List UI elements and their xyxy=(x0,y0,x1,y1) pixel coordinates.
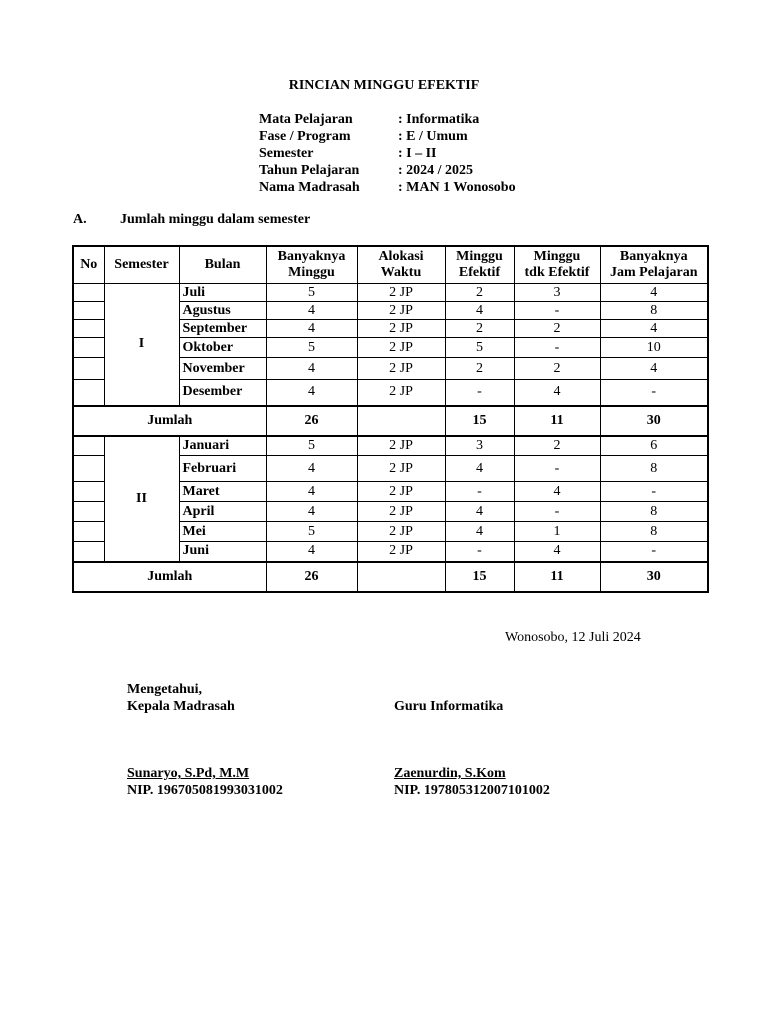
cell-month: Maret xyxy=(179,482,266,502)
cell-hours: 4 xyxy=(600,320,708,338)
signature-right xyxy=(394,698,550,799)
cell-allocation: 2 JP xyxy=(357,482,445,502)
info-row-semester xyxy=(259,145,516,162)
cell-effective: 2 xyxy=(445,284,514,302)
cell-semester: II xyxy=(104,436,179,562)
cell-effective: 5 xyxy=(445,338,514,358)
cell-no xyxy=(73,302,104,320)
total-hours: 30 xyxy=(600,406,708,436)
section-heading xyxy=(73,212,310,228)
cell-no xyxy=(73,542,104,562)
cell-no xyxy=(73,482,104,502)
cell-week-count: 4 xyxy=(266,320,357,338)
cell-allocation: 2 JP xyxy=(357,358,445,380)
cell-week-count: 4 xyxy=(266,542,357,562)
cell-effective: - xyxy=(445,542,514,562)
total-allocation xyxy=(357,406,445,436)
section-label: Jumlah minggu dalam semester xyxy=(120,212,311,227)
cell-hours: 8 xyxy=(600,302,708,320)
place-date: Wonosobo, 12 Juli 2024 xyxy=(505,630,641,645)
cell-month: Juli xyxy=(179,284,266,302)
header-month: Bulan xyxy=(179,246,266,284)
cell-month: September xyxy=(179,320,266,338)
cell-week-count: 4 xyxy=(266,358,357,380)
cell-not-effective: 2 xyxy=(514,436,600,456)
cell-not-effective: 3 xyxy=(514,284,600,302)
total-hours: 30 xyxy=(600,562,708,592)
header-week-count: Banyaknya Minggu xyxy=(266,246,357,284)
cell-no xyxy=(73,522,104,542)
cell-month: Oktober xyxy=(179,338,266,358)
cell-effective: 3 xyxy=(445,436,514,456)
cell-allocation: 2 JP xyxy=(357,338,445,358)
cell-week-count: 4 xyxy=(266,482,357,502)
cell-month: April xyxy=(179,502,266,522)
cell-hours: - xyxy=(600,482,708,502)
cell-hours: - xyxy=(600,542,708,562)
total-week-count: 26 xyxy=(266,562,357,592)
cell-month: November xyxy=(179,358,266,380)
info-label: Tahun Pelajaran xyxy=(259,163,360,178)
cell-not-effective: - xyxy=(514,338,600,358)
signer-nip: NIP. 196705081993031002 xyxy=(127,783,283,798)
cell-allocation: 2 JP xyxy=(357,284,445,302)
info-value: : E / Umum xyxy=(398,129,468,144)
cell-not-effective: - xyxy=(514,456,600,482)
cell-no xyxy=(73,380,104,406)
cell-hours: 4 xyxy=(600,358,708,380)
info-row-phase xyxy=(259,128,516,145)
total-not-effective: 11 xyxy=(514,406,600,436)
info-label: Mata Pelajaran xyxy=(259,112,353,127)
section-number: A. xyxy=(73,212,87,227)
cell-allocation: 2 JP xyxy=(357,302,445,320)
cell-month: Agustus xyxy=(179,302,266,320)
cell-not-effective: - xyxy=(514,302,600,320)
cell-not-effective: 4 xyxy=(514,482,600,502)
cell-not-effective: 2 xyxy=(514,358,600,380)
header-allocation: Alokasi Waktu xyxy=(357,246,445,284)
table-header-row xyxy=(73,246,708,284)
total-effective: 15 xyxy=(445,406,514,436)
total-label: Jumlah xyxy=(73,562,266,592)
cell-not-effective: 1 xyxy=(514,522,600,542)
info-value: : I – II xyxy=(398,146,437,161)
info-label: Fase / Program xyxy=(259,129,351,144)
header-not-effective: Minggu tdk Efektif xyxy=(514,246,600,284)
cell-hours: 8 xyxy=(600,522,708,542)
cell-allocation: 2 JP xyxy=(357,436,445,456)
cell-effective: 4 xyxy=(445,522,514,542)
table-row xyxy=(73,436,708,456)
info-row-school xyxy=(259,179,516,196)
cell-hours: - xyxy=(600,380,708,406)
cell-effective: - xyxy=(445,380,514,406)
signature-left xyxy=(127,681,283,799)
total-row xyxy=(73,406,708,436)
cell-hours: 6 xyxy=(600,436,708,456)
signer-nip: NIP. 197805312007101002 xyxy=(394,783,550,798)
cell-week-count: 5 xyxy=(266,284,357,302)
cell-month: Mei xyxy=(179,522,266,542)
cell-month: Juni xyxy=(179,542,266,562)
info-label: Semester xyxy=(259,146,314,161)
cell-effective: 2 xyxy=(445,358,514,380)
header-no: No xyxy=(73,246,104,284)
cell-week-count: 5 xyxy=(266,436,357,456)
cell-hours: 10 xyxy=(600,338,708,358)
cell-no xyxy=(73,358,104,380)
header-effective: Minggu Efektif xyxy=(445,246,514,284)
total-effective: 15 xyxy=(445,562,514,592)
cell-week-count: 5 xyxy=(266,522,357,542)
cell-week-count: 4 xyxy=(266,302,357,320)
cell-no xyxy=(73,284,104,302)
header-hours: Banyaknya Jam Pelajaran xyxy=(600,246,708,284)
cell-month: Februari xyxy=(179,456,266,482)
header-semester: Semester xyxy=(104,246,179,284)
cell-effective: - xyxy=(445,482,514,502)
cell-not-effective: - xyxy=(514,502,600,522)
table-row xyxy=(73,284,708,302)
position-label: Guru Informatika xyxy=(394,699,504,714)
total-allocation xyxy=(357,562,445,592)
cell-not-effective: 2 xyxy=(514,320,600,338)
cell-allocation: 2 JP xyxy=(357,502,445,522)
cell-no xyxy=(73,502,104,522)
cell-month: Januari xyxy=(179,436,266,456)
cell-week-count: 4 xyxy=(266,380,357,406)
cell-not-effective: 4 xyxy=(514,542,600,562)
cell-no xyxy=(73,436,104,456)
cell-not-effective: 4 xyxy=(514,380,600,406)
cell-hours: 8 xyxy=(600,456,708,482)
position-label: Kepala Madrasah xyxy=(127,699,235,714)
info-row-subject xyxy=(259,111,516,128)
info-value: : MAN 1 Wonosobo xyxy=(398,180,516,195)
cell-allocation: 2 JP xyxy=(357,456,445,482)
cell-allocation: 2 JP xyxy=(357,542,445,562)
cell-allocation: 2 JP xyxy=(357,320,445,338)
cell-week-count: 4 xyxy=(266,502,357,522)
cell-hours: 4 xyxy=(600,284,708,302)
total-label: Jumlah xyxy=(73,406,266,436)
total-row xyxy=(73,562,708,592)
cell-no xyxy=(73,456,104,482)
cell-week-count: 5 xyxy=(266,338,357,358)
acknowledged-label: Mengetahui, xyxy=(127,682,203,697)
effective-weeks-table xyxy=(72,245,709,593)
cell-no xyxy=(73,338,104,358)
cell-no xyxy=(73,320,104,338)
cell-hours: 8 xyxy=(600,502,708,522)
info-label: Nama Madrasah xyxy=(259,180,360,195)
total-not-effective: 11 xyxy=(514,562,600,592)
document-title: RINCIAN MINGGU EFEKTIF xyxy=(288,78,480,93)
signer-name: Zaenurdin, S.Kom xyxy=(394,766,506,781)
cell-allocation: 2 JP xyxy=(357,380,445,406)
signer-name: Sunaryo, S.Pd, M.M xyxy=(127,766,250,781)
info-value: : Informatika xyxy=(398,112,480,127)
cell-allocation: 2 JP xyxy=(357,522,445,542)
cell-effective: 2 xyxy=(445,320,514,338)
cell-effective: 4 xyxy=(445,502,514,522)
cell-effective: 4 xyxy=(445,456,514,482)
cell-semester: I xyxy=(104,284,179,406)
total-week-count: 26 xyxy=(266,406,357,436)
info-value: : 2024 / 2025 xyxy=(398,163,474,178)
info-row-year xyxy=(259,162,516,179)
cell-week-count: 4 xyxy=(266,456,357,482)
cell-effective: 4 xyxy=(445,302,514,320)
info-block xyxy=(259,111,516,196)
cell-month: Desember xyxy=(179,380,266,406)
